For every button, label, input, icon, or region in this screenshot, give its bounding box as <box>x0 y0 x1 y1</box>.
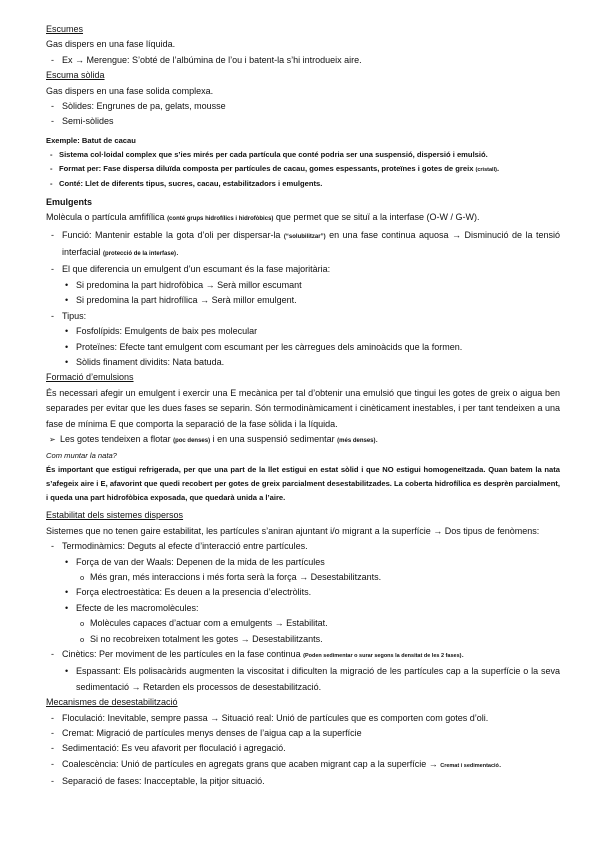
list-item: • Sòlids finament dividits: Nata batuda. <box>46 355 560 370</box>
heading-exemple: Exemple: Batut de cacau <box>46 135 136 145</box>
list-item: - Sòlides: Engrunes de pa, gelats, mousse <box>46 99 560 114</box>
heading-escumes: Escumes <box>46 24 84 34</box>
escumes-definition: Gas dispers en una fase líquida. <box>46 39 176 50</box>
vdw-sublist <box>46 570 560 585</box>
list-item: - Floculació: Inevitable, sempre passa → Situació real: Unió de partícules que es comporten com gotes d’oli. <box>46 711 560 726</box>
estabilitat-list <box>46 539 560 695</box>
formacio-paragraph: És necessari afegir un emulgent i exercir una E mecànica per tal d’obtenir una emulsió que tingui les gotes de greix o aigua ben separades per evitar que les dues fases se separin. Són termodinàmicament i cinèticament inestables, i per tant tendeixen a una fase de mínima E que comporta la separació de la fase sòlida i la líquida. <box>46 387 560 429</box>
mecanismes-list <box>46 711 560 790</box>
escuma-solida-definition: Gas dispers en una fase solida complexa. <box>46 85 214 96</box>
cinetics-sublist <box>46 664 560 695</box>
list-item-vdw: • Força de van der Waals: Depenen de la mida de les partícules o Més gran, més interaccions i més forta serà la força → Desestabilitzants. <box>46 555 560 586</box>
list-item: o Si no recobreixen totalment les gotes → Desestabilitzants. <box>46 632 560 647</box>
heading-estabilitat: Estabilitat dels sistemes dispersos <box>46 510 184 521</box>
heading-escuma-solida: Escuma sòlida <box>46 70 105 81</box>
list-item: • Proteïnes: Efecte tant emulgent com escumant per les càrregues dels aminoàcids que la formen. <box>46 340 560 355</box>
list-item: - Semi-sòlides <box>46 114 560 129</box>
list-item: - Cremat: Migració de partícules menys denses de l’aigua cap a la superfície <box>46 726 560 741</box>
nata-question: Com muntar la nata? <box>46 451 117 461</box>
diferencia-sublist <box>46 278 560 309</box>
heading-formacio: Formació d’emulsions <box>46 372 134 383</box>
list-item-macro: • Efecte de les macromolècules: o Molècules capaces d’actuar com a emulgents → Estabilitat. o Si no recobreixen totalment les gotes → Desestabilitzants. <box>46 601 560 647</box>
emulgents-diferencia: - El que diferencia un emulgent d’un escumant és la fase majoritària: • Si predomina la part hidrofòbica → Serà millor escumant • Si predomina la part hidrofílica → Serà millor emulgent. <box>46 262 560 308</box>
nata-answer: És important que estigui refrigerada, per que una part de la llet estigui en estat sòlid i que NO estigui homogeneïtzada. Quan batem la nata s’afegeix aire i E, afavorint que quedi recobert per gotes de greix parcialment desestabilitzades. La coberta hidrofílica es desprèn parcialment, i queda una part hidrofòbica exposada, que quedarà unida a l’aire. <box>46 465 560 503</box>
escumes-list <box>46 53 560 68</box>
termo-sublist <box>46 555 560 647</box>
nata-block <box>46 449 560 505</box>
list-item: • Si predomina la part hidrofílica → Serà millor emulgent. <box>46 293 560 308</box>
macro-sublist <box>46 616 560 647</box>
list-item-electro: • Força electroestàtica: Es deuen a la presencia d’electròlits. <box>46 585 560 600</box>
list-item: - Sedimentació: Es veu afavorit per floculació i agregació. <box>46 741 560 756</box>
exemple-block <box>46 134 560 191</box>
list-item: o Molècules capaces d’actuar com a emulgents → Estabilitat. <box>46 616 560 631</box>
document-page <box>46 22 560 790</box>
exemple-item-conte: - Conté: Llet de diferents tipus, sucres, cacau, estabilitzadors i emulgents. <box>46 177 560 191</box>
emulgents-list <box>46 228 560 371</box>
list-item: • Fosfolípids: Emulgents de baix pes molecular <box>46 324 560 339</box>
list-item: - Coalescència: Unió de partícules en agregats grans que acaben migrant cap a la superfície → Cremat i sedimentació. <box>46 757 560 774</box>
list-item: • Si predomina la part hidrofòbica → Serà millor escumant <box>46 278 560 293</box>
escumes-example: - Ex → Merengue: S’obté de l’albúmina de l’ou i batent-la s’hi introdueix aire. <box>46 53 560 68</box>
emulgents-tipus: - Tipus: • Fosfolípids: Emulgents de baix pes molecular • Proteïnes: Efecte tant emulgent com escumant per les càrregues dels aminoàcids que la formen. • Sòlids finament dividits: Nata batuda. <box>46 309 560 371</box>
estabilitat-cinetics: - Cinètics: Per moviment de les partícules en la fase continua (Poden sedimentar o surar segons la densitat de les 2 fases). • Espassant: Els polisacàrids augmenten la viscositat i dificulten la migració de les partícules cap a la superfície o la seva sedimentació → Retarden els processos de desestabilització. <box>46 647 560 695</box>
list-item-espessant: • Espassant: Els polisacàrids augmenten la viscositat i dificulten la migració de les partícules cap a la superfície o la seva sedimentació → Retarden els processos de desestabilització. <box>46 664 560 695</box>
heading-emulgents: Emulgents <box>46 196 93 207</box>
emulgents-definition: Molècula o partícula amfifílica (conté grups hidrofílics i hidrofòbics) que permet que se situï a la interfase (O-W / G-W). <box>46 212 480 223</box>
exemple-list <box>46 148 560 191</box>
tipus-sublist <box>46 324 560 370</box>
list-item: o Més gran, més interaccions i més forta serà la força → Desestabilitzants. <box>46 570 560 585</box>
exemple-item-format: - Format per: Fase dispersa diluïda composta per partícules de cacau, gomes espessants, proteïnes i gotes de greix (cristall). <box>46 162 560 177</box>
formacio-arrow-note: ➢ Les gotes tendeixen a flotar (poc denses) i en una suspensió sedimentar (més denses). <box>46 432 560 449</box>
list-item: - Separació de fases: Inacceptable, la pitjor situació. <box>46 774 560 789</box>
estabilitat-intro: Sistemes que no tenen gaire estabilitat, les partícules s’aniran ajuntant i/o migrant a la superfície → Dos tipus de fenòmens: <box>46 525 540 536</box>
emulgents-funcio: - Funció: Mantenir estable la gota d’oli per dispersar-la (“solubilitzar”) en una fase continua aquosa → Disminució de la tensió interfacial (protecció de la interfase). <box>46 228 560 263</box>
escuma-solida-list <box>46 99 560 130</box>
estabilitat-termodinamics: - Termodinàmics: Deguts al efecte d’interacció entre partícules. • Força de van der Waals: Depenen de la mida de les partícules o Més gran, més interaccions i més forta serà la força → Desestabilitzants. • Força electroestàtica: Es deuen a la presencia d’electròlits. • Efecte de les macromolècules: o Molècules capaces d’actuar com a emulgents → Estabilitat. o Si no recobreixen totalment les gotes → Desestabilitzants. <box>46 539 560 647</box>
exemple-item-sistema: - Sistema col·loidal complex que s’ies mirés per cada partícula que conté podria ser una suspensió, dispersió i emulsió. <box>46 148 560 162</box>
heading-mecanismes: Mecanismes de desestabilització <box>46 697 178 708</box>
